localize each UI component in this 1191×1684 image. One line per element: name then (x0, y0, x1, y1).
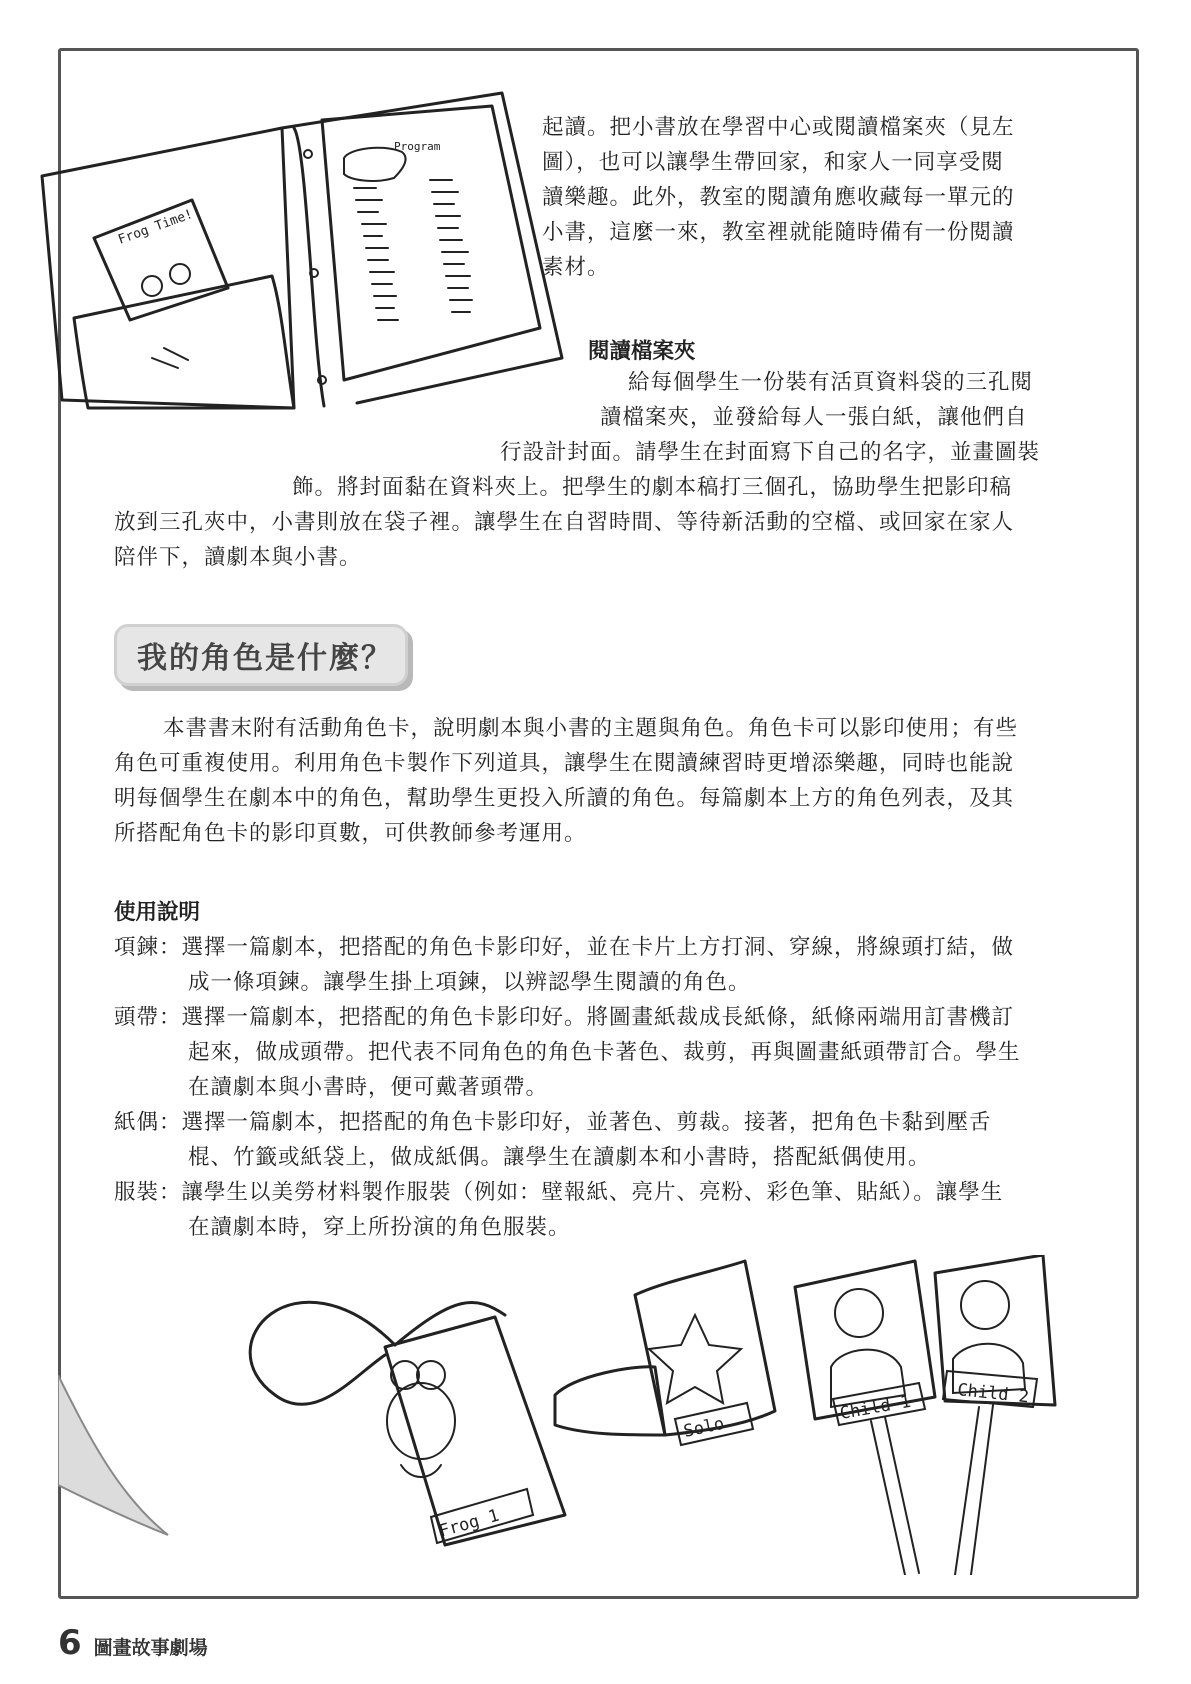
puppet-1-label: Child 1 (838, 1391, 913, 1424)
necklace-drawing (250, 1302, 565, 1545)
page-number: 6 (58, 1623, 82, 1663)
folder-line: 陪伴下，讀劇本與小書。 (114, 545, 362, 570)
puppet-2-drawing (935, 1255, 1055, 1575)
puppet-2-label: Child 2 (956, 1380, 1030, 1408)
folder-line: 飾。將封面黏在資料夾上。把學生的劇本稿打三個孔，協助學生把影印稿 (292, 475, 1013, 500)
intro-line: 讀樂趣。此外，教室的閱讀角應收藏每一單元的 (542, 185, 1015, 210)
puppet-1-drawing (795, 1261, 935, 1575)
usage-item-costume: 服裝：讓學生以美勞材料製作服裝（例如：壁報紙、亮片、亮粉、彩色筆、貼紙）。讓學生 (114, 1180, 1004, 1205)
usage-item-necklace: 項鍊：選擇一篇劇本，把搭配的角色卡影印好，並在卡片上方打洞、穿線，將線頭打結，做 (114, 935, 1015, 960)
folder-program-label: Program (394, 140, 441, 153)
folder-paragraph (114, 365, 1040, 575)
folder-line: 給每個學生一份裝有活頁資料袋的三孔閱 (628, 370, 1034, 395)
props-illustration (235, 1255, 1095, 1575)
usage-item-line: 棍、竹籤或紙袋上，做成紙偶。讓學生在讀劇本和小書時，搭配紙偶使用。 (188, 1145, 931, 1170)
headband-label: Solo (681, 1413, 727, 1442)
roles-paragraph (114, 711, 1018, 851)
section-banner (114, 624, 408, 686)
page-curl-decoration (58, 1375, 198, 1615)
usage-heading: 使用說明 (114, 900, 201, 925)
folder-line: 讀檔案夾，並發給每人一張白紙，讓他們自 (600, 405, 1028, 430)
headband-drawing (555, 1261, 775, 1445)
booklet-title: Frog Time! (116, 206, 195, 248)
intro-line: 圖），也可以讓學生帶回家，和家人一同享受閱 (542, 150, 1004, 175)
folder-line: 行設計封面。請學生在封面寫下自己的名字，並畫圖裝 (500, 440, 1041, 465)
folder-heading: 閱讀檔案夾 (588, 339, 696, 364)
usage-item-line: 成一條項鍊。讓學生掛上項鍊，以辨認學生閱讀的角色。 (188, 970, 751, 995)
usage-list (114, 930, 1021, 1245)
book-title: 圖畫故事劇場 (93, 1637, 208, 1659)
roles-line: 所搭配角色卡的影印頁數，可供教師參考運用。 (114, 821, 587, 846)
usage-item-puppet: 紙偶：選擇一篇劇本，把搭配的角色卡影印好，並著色、剪裁。接著，把角色卡黏到壓舌 (114, 1110, 992, 1135)
necklace-label: Frog 1 (436, 1505, 502, 1542)
roles-line: 角色可重複使用。利用角色卡製作下列道具，讓學生在閱讀練習時更增添樂趣，同時也能說 (114, 751, 1015, 776)
intro-paragraph (542, 110, 1015, 285)
folder-line: 放到三孔夾中，小書則放在袋子裡。讓學生在自習時間、等待新活動的空檔、或回家在家人 (114, 510, 1015, 535)
roles-line: 本書書末附有活動角色卡，說明劇本與小書的主題與角色。角色卡可以影印使用；有些 (163, 716, 1019, 741)
intro-line: 素材。 (542, 255, 610, 280)
usage-item-line: 起來，做成頭帶。把代表不同角色的角色卡著色、裁剪，再與圖畫紙頭帶訂合。學生 (188, 1040, 1021, 1065)
intro-line: 小書，這麼一來，教室裡就能隨時備有一份閱讀 (542, 220, 1015, 245)
usage-item-headband: 頭帶：選擇一篇劇本，把搭配的角色卡影印好。將圖畫紙裁成長紙條，紙條兩端用訂書機訂 (114, 1005, 1015, 1030)
section-title: 我的角色是什麼？ (137, 641, 393, 676)
roles-line: 明每個學生在劇本中的角色，幫助學生更投入所讀的角色。每篇劇本上方的角色列表，及其 (114, 786, 1015, 811)
usage-item-line: 在讀劇本時，穿上所扮演的角色服裝。 (188, 1215, 571, 1240)
intro-line: 起讀。把小書放在學習中心或閱讀檔案夾（見左 (542, 115, 1015, 140)
page-footer (58, 1623, 208, 1663)
usage-item-line: 在讀劇本與小書時，便可戴著頭帶。 (188, 1075, 549, 1100)
